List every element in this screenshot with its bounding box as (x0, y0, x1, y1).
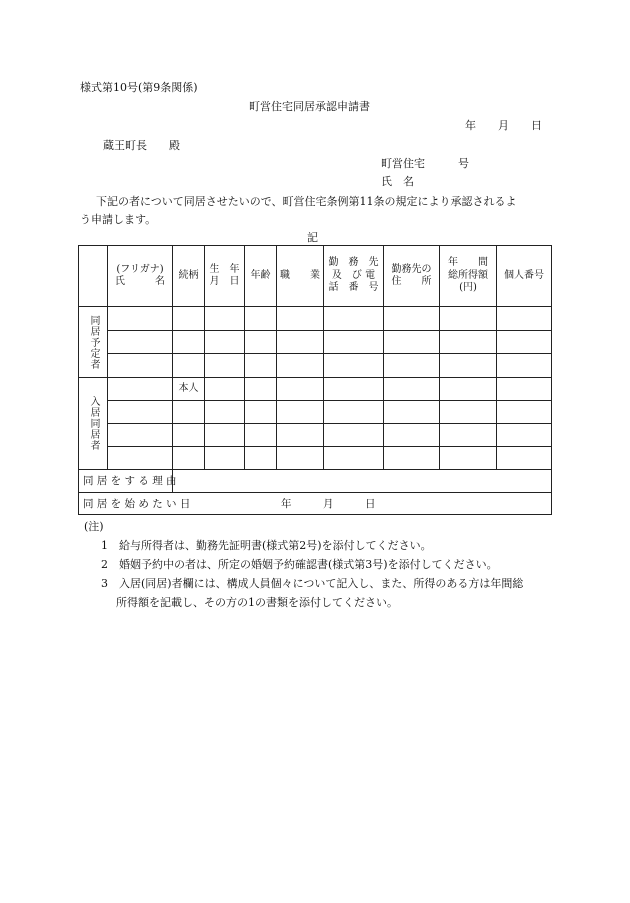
body-text-line1: 下記の者について同居させたいので、町営住宅条例第11条の規定により承認されるよ (96, 195, 517, 208)
date-line: 年 月 日 (465, 119, 542, 132)
header-work-address (384, 246, 439, 306)
relation-self: 本人 (178, 382, 199, 394)
header-workplace (324, 246, 383, 306)
header-income-line2: 総所得額 (448, 269, 488, 281)
note-item-3-cont: 所得額を記載し、その方の1の書類を添付してください。 (116, 596, 398, 609)
header-my-number: 個人番号 (504, 269, 544, 281)
note-item-3: 3 入居(同居)者欄には、構成人員個々について記入し、また、所得のある方は年間総 (101, 577, 524, 590)
header-birth-line1: 生 年 (209, 263, 240, 275)
header-income (440, 246, 496, 306)
group-resident-label: 入居同居者 (88, 396, 99, 451)
form-number: 様式第10号(第9条関係) (80, 81, 198, 94)
application-table (78, 245, 552, 515)
page-title: 町営住宅同居承認申請書 (249, 100, 370, 113)
group-resident-cohabitants (79, 378, 107, 469)
group-planned-cohabitants (79, 307, 107, 377)
reason-label: 同 居 を す る 理 由 (83, 475, 177, 487)
notes-heading: (注) (84, 520, 104, 533)
header-work-line3: 話 番 号 (328, 282, 379, 294)
header-work-line2: 及 び 電 (331, 269, 376, 281)
header-workaddr-line1: 勤務先の (391, 263, 432, 275)
start-date-label: 同 居 を 始 め た い 日 (83, 498, 191, 510)
group-planned-label: 同居予定者 (88, 314, 99, 370)
header-birthdate (205, 246, 244, 306)
header-name-label: 氏 名 (115, 276, 165, 287)
header-income-line3: (円) (459, 282, 477, 294)
applicant-housing: 町営住宅 号 (381, 157, 469, 170)
start-date-value: 年 月 日 (281, 498, 376, 510)
note-item-2: 2 婚姻予約中の者は、所定の婚姻予約確認書(様式第3号)を添付してください。 (101, 558, 498, 571)
header-occupation: 職 業 (280, 269, 320, 281)
header-name (108, 246, 172, 306)
header-birth-line2: 月 日 (209, 276, 240, 287)
header-work-line1: 勤 務 先 (328, 257, 379, 269)
header-relation: 続柄 (178, 269, 199, 281)
body-text-line2: う申請します。 (80, 213, 157, 226)
ki-label: 記 (307, 231, 318, 244)
applicant-name: 氏 名 (381, 175, 414, 188)
recipient: 蔵王町長 殿 (103, 139, 180, 152)
header-age: 年齢 (250, 269, 271, 281)
header-workaddr-line2: 住 所 (391, 276, 432, 287)
note-item-1: 1 給与所得者は、勤務先証明書(様式第2号)を添付してください。 (101, 539, 432, 552)
header-income-line1: 年 間 (448, 257, 488, 269)
header-furigana: (フリガナ) (116, 263, 164, 275)
